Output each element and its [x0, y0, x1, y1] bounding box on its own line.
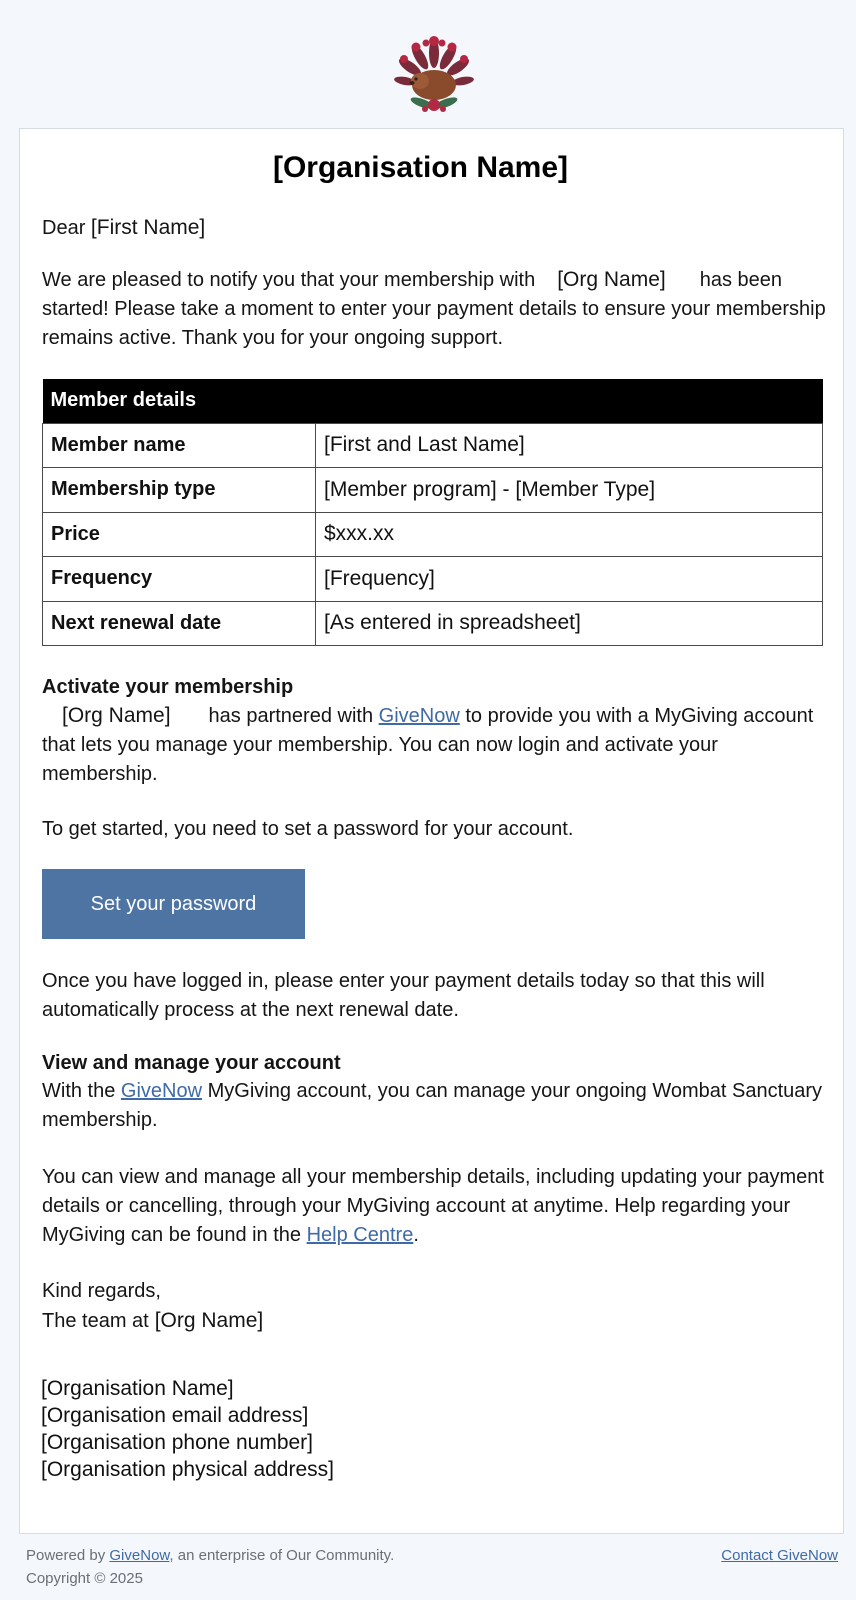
signoff-team-at: The team at	[42, 1310, 149, 1332]
row-value: [Frequency]	[316, 557, 823, 602]
greeting-name: [First Name]	[90, 216, 206, 239]
manage-after-link: .	[413, 1224, 419, 1246]
wombat-flower-logo-icon	[392, 31, 476, 117]
notify-after: has been started! Please take a moment to enter your payment details to ensure your membership remains active. Thank you for your ongoing support.	[42, 269, 826, 349]
activate-before-link: has partnered with	[208, 705, 374, 727]
set-password-button[interactable]: Set your password	[42, 869, 305, 939]
view-manage-heading: View and manage your account	[42, 1052, 341, 1074]
givenow-link[interactable]: GiveNow	[120, 1080, 203, 1102]
row-label: Next renewal date	[43, 601, 316, 646]
notify-before: We are pleased to notify you that your membership with	[42, 269, 536, 291]
member-details-table	[42, 379, 823, 646]
signoff	[42, 1277, 832, 1336]
org-detail-email: [Organisation email address]	[41, 1404, 309, 1427]
copyright-text: Copyright © 2025	[26, 1570, 143, 1587]
row-label: Member name	[43, 423, 316, 468]
row-value: [As entered in spreadsheet]	[316, 601, 823, 646]
organisation-title: [Organisation Name]	[272, 151, 569, 184]
table-row	[43, 468, 823, 513]
powered-suffix: , an enterprise of Our Community.	[169, 1547, 395, 1564]
row-value: $xxx.xx	[316, 512, 823, 557]
org-detail-phone: [Organisation phone number]	[41, 1431, 314, 1454]
member-details-header: Member details	[43, 379, 823, 423]
signoff-line1: Kind regards,	[42, 1280, 161, 1302]
powered-by-line	[26, 1544, 394, 1567]
help-centre-link[interactable]: Help Centre	[306, 1224, 414, 1246]
view-after-link: MyGiving account, you can manage your ongoing Wombat Sanctuary membership.	[42, 1080, 823, 1131]
notify-org-name: [Org Name]	[557, 268, 666, 291]
powered-by-footer	[26, 1544, 394, 1590]
org-detail-name: [Organisation Name]	[41, 1377, 234, 1400]
greeting	[42, 213, 832, 243]
row-value: [First and Last Name]	[316, 423, 823, 468]
manage-before-link: You can view and manage all your membership details, including updating your payment details or cancelling, through your MyGiving account at anytime. Help regarding your MyGiving can be found in the	[42, 1166, 824, 1246]
givenow-footer-link[interactable]: GiveNow	[109, 1547, 170, 1564]
notify-paragraph	[42, 265, 832, 353]
email-card	[19, 128, 844, 1534]
row-value: [Member program] - [Member Type]	[316, 468, 823, 513]
row-label: Membership type	[43, 468, 316, 513]
view-manage-paragraph	[42, 1077, 832, 1135]
get-started-text: To get started, you need to set a password for your account.	[42, 818, 574, 840]
organisation-details	[41, 1375, 334, 1483]
once-logged-in-text: Once you have logged in, please enter your payment details today so that this will automatically process at the next renewal date.	[42, 970, 765, 1021]
manage-paragraph	[42, 1163, 832, 1250]
view-before-link: With the	[42, 1080, 116, 1102]
table-row	[43, 423, 823, 468]
activate-paragraph	[42, 701, 832, 789]
powered-prefix: Powered by	[26, 1547, 106, 1564]
org-detail-address: [Organisation physical address]	[41, 1458, 334, 1481]
greeting-prefix: Dear	[42, 217, 86, 239]
organisation-logo	[388, 28, 480, 120]
signoff-org-name: [Org Name]	[154, 1309, 264, 1332]
table-row	[43, 601, 823, 646]
activate-heading: Activate your membership	[42, 676, 294, 698]
activate-org-name: [Org Name]	[62, 704, 171, 727]
signoff-line2	[42, 1306, 832, 1336]
row-label: Price	[43, 512, 316, 557]
table-row	[43, 557, 823, 602]
table-row	[43, 512, 823, 557]
contact-givenow-link[interactable]: Contact GiveNow	[721, 1547, 838, 1564]
row-label: Frequency	[43, 557, 316, 602]
givenow-link[interactable]: GiveNow	[378, 705, 460, 727]
activate-after-link: to provide you with a MyGiving account that lets you manage your membership. You can now login and activate your membership.	[42, 705, 814, 785]
